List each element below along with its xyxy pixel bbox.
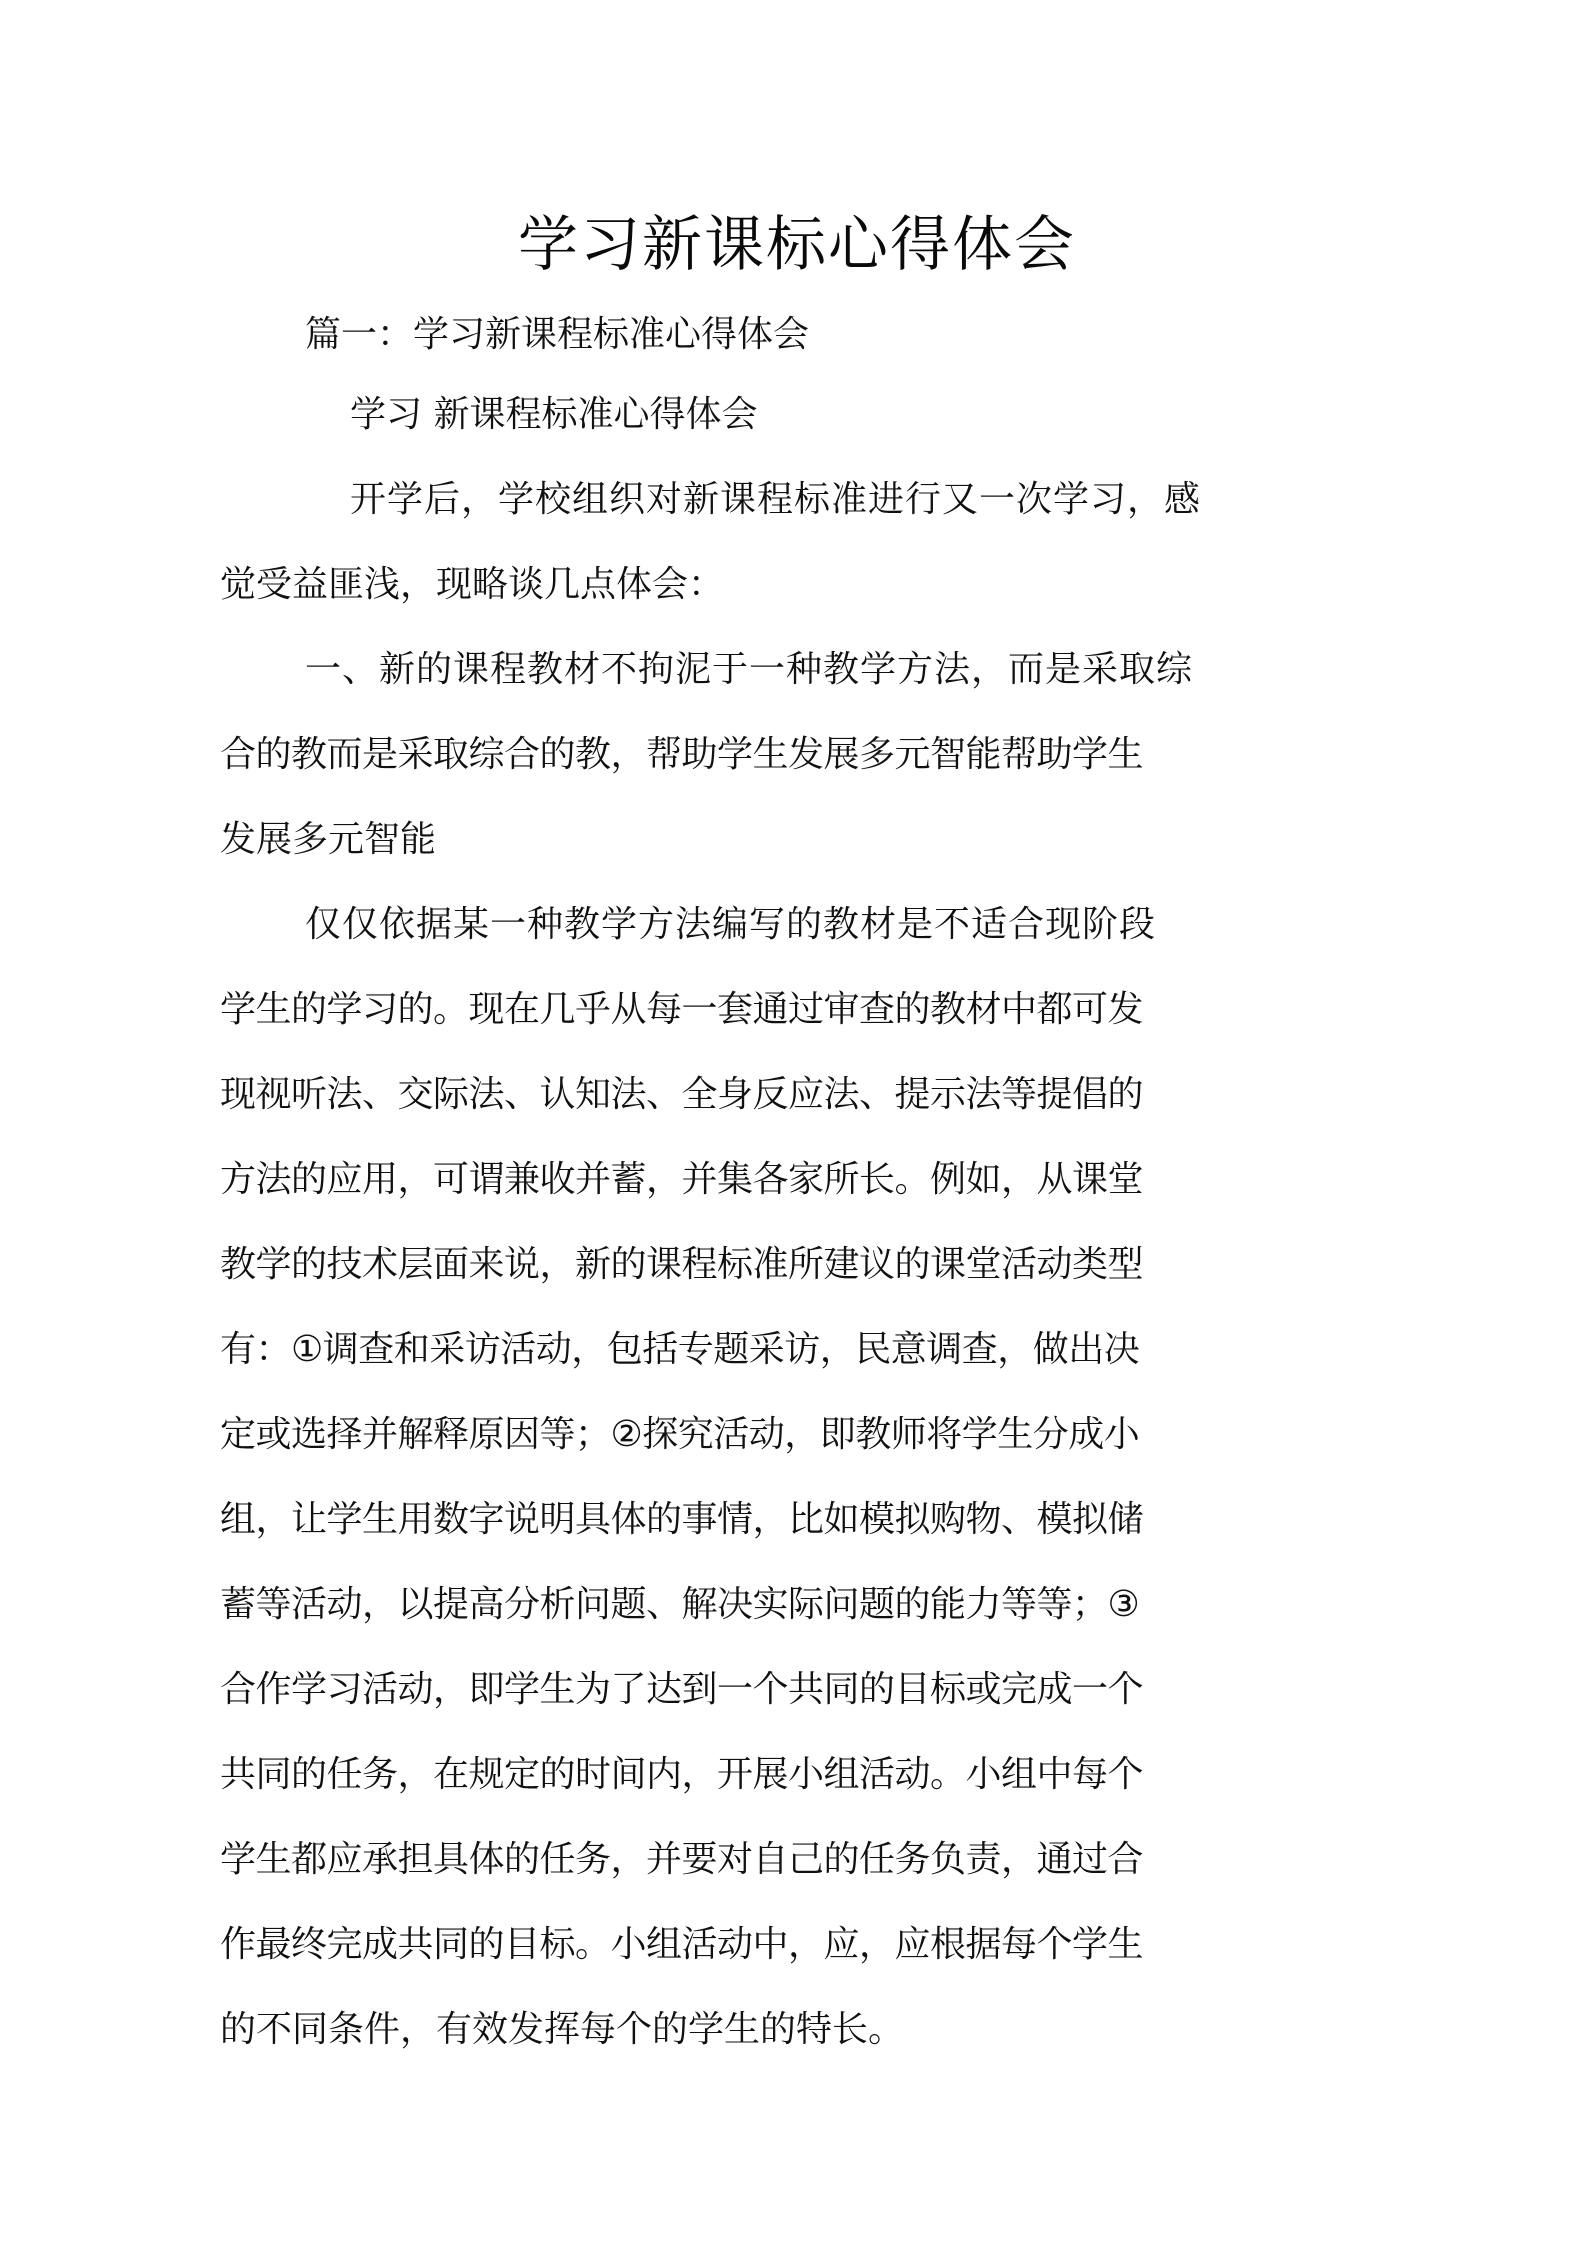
paragraph-line: 共同的任务，在规定的时间内，开展小组活动。小组中每个 [220,1754,1144,1795]
paragraph-line: 开学后，学校组织对新课程标准进行又一次学习，感 [350,479,1202,520]
paragraph-line: 的不同条件，有效发挥每个的学生的特长。 [220,2009,905,2050]
paragraph-line: 定或选择并解释原因等；②探究活动，即教师将学生分成小 [220,1414,1140,1455]
paragraph-line: 作最终完成共同的目标。小组活动中，应，应根据每个学生 [220,1924,1144,1965]
sub-heading: 学习 新课程标准心得体会 [350,394,758,435]
paragraph-line: 发展多元智能 [220,819,437,860]
section-heading: 篇一：学习新课程标准心得体会 [305,314,810,355]
document-title: 学习新课标心得体会 [518,210,1076,280]
paragraph-line: 合的教而是采取综合的教，帮助学生发展多元智能帮助学生 [220,734,1144,775]
paragraph-line: 现视听法、交际法、认知法、全身反应法、提示法等提倡的 [220,1074,1144,1115]
paragraph-line: 学生都应承担具体的任务，并要对自己的任务负责，通过合 [220,1839,1144,1880]
paragraph-line: 方法的应用，可谓兼收并蓄，并集各家所长。例如，从课堂 [220,1159,1144,1200]
paragraph-line: 组，让学生用数字说明具体的事情，比如模拟购物、模拟储 [220,1499,1144,1540]
paragraph-line: 仅仅依据某一种教学方法编写的教材是不适合现阶段 [305,904,1157,945]
paragraph-line: 合作学习活动，即学生为了达到一个共同的目标或完成一个 [220,1669,1144,1710]
paragraph-line: 觉受益匪浅，现略谈几点体会： [220,564,725,605]
paragraph-line: 一、新的课程教材不拘泥于一种教学方法，而是采取综 [305,649,1194,690]
paragraph-line: 有：①调查和采访活动，包括专题采访，民意调查，做出决 [220,1329,1140,1370]
paragraph-line: 教学的技术层面来说，新的课程标准所建议的课堂活动类型 [220,1244,1144,1285]
paragraph-line: 蓄等活动，以提高分析问题、解决实际问题的能力等等；③ [220,1584,1140,1625]
paragraph-line: 学生的学习的。现在几乎从每一套通过审查的教材中都可发 [220,989,1144,1030]
